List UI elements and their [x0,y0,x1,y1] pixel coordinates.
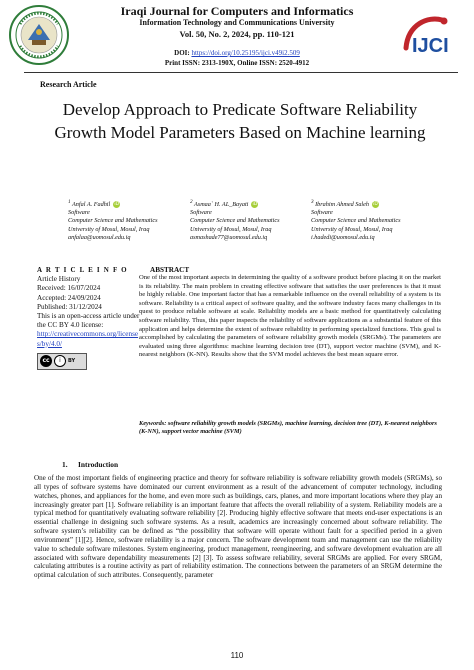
abstract-heading: ABSTRACT [150,266,190,274]
author-block [190,198,310,242]
section-heading [62,460,118,469]
author-email[interactable]: asmashade77@uomosul.edu.iq [190,233,268,241]
author-email[interactable]: anfalaa@uomosul.edu.iq [68,233,131,241]
author-role: Software [68,209,90,217]
license-text: This is an open-access article under the CC BY 4.0 license: [37,312,140,330]
author-block [68,198,188,242]
university-seal-icon [8,4,70,66]
cc-by-badge[interactable] [37,353,87,370]
author-superscript: 3 [311,199,314,205]
journal-title: Iraqi Journal for Computers and Informatics [120,4,354,18]
author-block [311,198,446,242]
author-name: Ibrahim Ahmed Saleh [315,201,369,209]
journal-volume: Vol. 50, No. 2, 2024, pp. 110-121 [179,29,295,39]
author-role: Software [190,209,212,217]
page-number: 110 [230,651,244,660]
orcid-icon[interactable]: iD [373,202,378,208]
author-univ: University of Mosul, Mosul, Iraq [311,225,393,233]
keywords [139,420,441,437]
orcid-icon[interactable]: iD [252,202,258,208]
article-type: Research Article [40,80,97,89]
cc-icon: cc [40,355,52,367]
article-info-heading: A R T I C L E I N F O [37,266,128,274]
history-label: Article History [37,275,81,284]
logo-text: IJCI [412,35,449,57]
keywords-text: software reliability growth models (SRGMs), machine learning, decision tree (DT), K-nearest neighbors (K-NN), support vector machine (SVM) [139,420,437,436]
section-number: 1. [62,460,68,469]
keywords-label: Keywords: [139,420,167,427]
author-superscript: 2 [190,199,193,205]
doi-label: DOI: [174,49,190,57]
author-name: Anfal A. Fadhil [72,201,111,209]
author-univ: University of Mosul, Mosul, Iraq [68,225,150,233]
attribution-icon: i [54,355,66,367]
license-link[interactable]: http://creativecommons.org/licenses/by/4.0/ [37,330,139,348]
doi-link[interactable]: https://doi.org/10.25195/ijci.v49i2.509 [191,49,300,57]
author-email[interactable]: i.hadedi@uomosul.edu.iq [311,233,375,241]
accepted-date: Accepted: 24/09/2024 [37,293,101,302]
paper-title: Develop Approach to Predicate Software Reliability Growth Model Parameters Based on Machine learning [54,100,426,142]
journal-subtitle: Information Technology and Communications University [139,18,335,27]
introduction-text: One of the most important fields of engineering practice and theory for software reliability is software reliability growth models (SRGMs), so all types of software systems have dominated our current environment as a result of the advancement of computer technology, including watches, phones, and appliances for the home, and even more such as buildings, cars, planes, and more important locations where they play an increasingly greater part [1]. Software reliability is an important feature that affects the overall reliability of a system. Reliability models are a typical method for quantitatively evaluating software reliability [2]. Producing highly effective software that meets end-user expectations is an essential challenge in designing such software systems. As a result, academics are increasingly concerned about software reliability. The software system’s reliability can be defined as “the possibility that software will operate without fault for a specified period in a given environment” [1][2]. Hence, software reliability is a major concern. The software development team and management can use the reliability value to schedule software milestones. System engineering, product management, reengineering, and software development evaluation are all associated with software dependability measurements [2] [3]. To assess software reliability, several SRGMs are applied. For every SRGM, calculating attributes is a routine activity as part of reliability estimation. The connections between the parameters of an SRGM determine the optimal calculation of such attributes. Consequently, parameter [34,474,442,580]
published-date: Published: 31/12/2024 [37,302,102,311]
doi-line [80,49,394,57]
author-dept: Computer Science and Mathematics [68,217,158,225]
header-divider [24,72,458,73]
by-label: BY [68,357,76,364]
received-date: Received: 16/07/2024 [37,284,101,293]
section-title: Introduction [78,460,119,469]
author-name: Asmaa` H. AL_Bayati [194,201,249,209]
issn-line: Print ISSN: 2313-190X, Online ISSN: 2520-4912 [164,59,310,67]
abstract-text: One of the most important aspects in determining the quality of a software product before placing it on the market is its reliability. The main problem in creating effective software that satisfies the user preferences is that it must be highly reliable. One important factor that has a remarkable influence on the overall reliability of a system is its software. Reliability is a critical aspect of software quality, and the software industry faces many challenges in its quest to produce reliable software at scale. Reliability models are a basic method for quantitatively calculating software reliability. Thus, this paper inspects the reliability of software applications as a substantial feature of this application and helps determine the extent of software reliability in performing specialized functions. This goal is accomplished by calculating the parameters of software reliability growth models (SRGMs). The parameters are evaluated using three algorithms: machine learning decision tree (DT), support vector machine (SVM), and K-nearest neighbors (K-NN). Results show that the SVM model achieves the best mean square error. [139,274,441,359]
author-dept: Computer Science and Mathematics [190,217,280,225]
author-univ: University of Mosul, Mosul, Iraq [190,225,272,233]
article-info [37,266,140,370]
orcid-icon[interactable]: iD [114,202,120,208]
author-dept: Computer Science and Mathematics [311,217,401,225]
author-role: Software [311,209,333,217]
author-superscript: 1 [68,199,71,205]
ijci-logo [402,12,464,60]
